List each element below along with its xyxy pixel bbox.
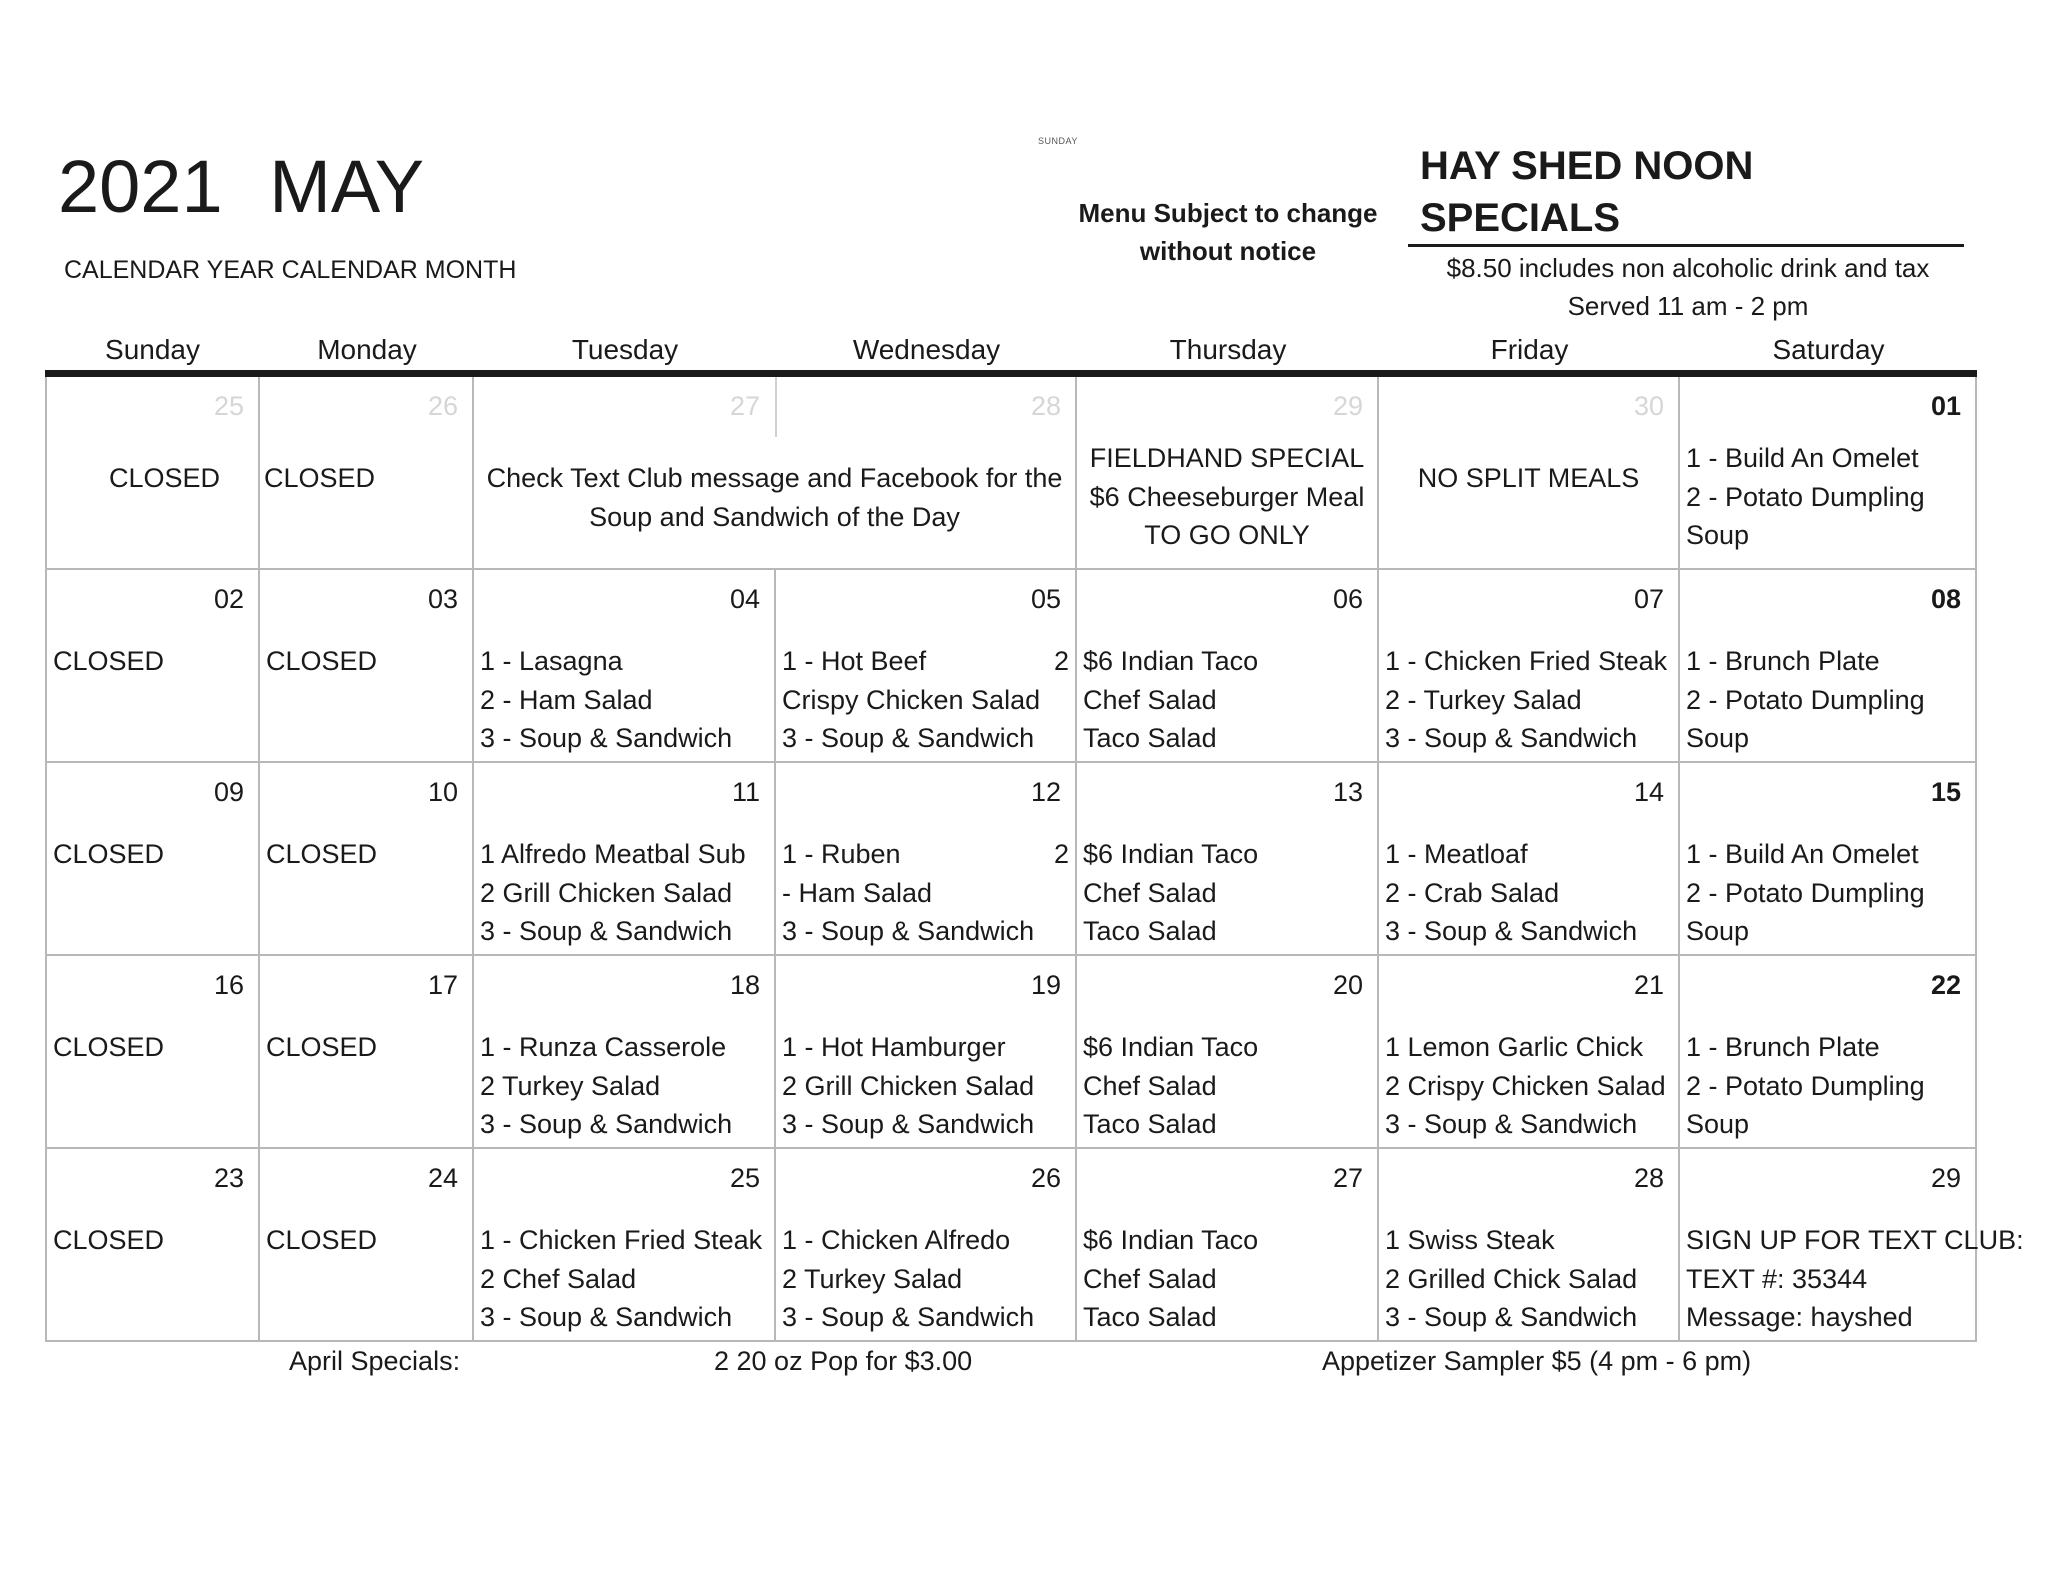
closed-label: CLOSED bbox=[53, 646, 165, 676]
day-cell bbox=[1680, 377, 1977, 570]
menu-notice bbox=[1068, 194, 1388, 270]
day-header-thursday: Thursday bbox=[1169, 334, 1287, 365]
day-cell bbox=[1379, 956, 1680, 1149]
date-number: 27 bbox=[729, 391, 760, 421]
date-number: 11 bbox=[731, 777, 760, 807]
menu-line: 2 - Potato Dumpling bbox=[1686, 684, 1925, 715]
menu-line: SIGN UP FOR TEXT CLUB: bbox=[1686, 1225, 2024, 1255]
day-cell bbox=[776, 1149, 1077, 1342]
date-number: 26 bbox=[427, 391, 458, 421]
menu-line: 1 - Chicken Fried Steak bbox=[480, 1225, 763, 1255]
footer-sampler-special: Appetizer Sampler $5 (4 pm - 6 pm) bbox=[1322, 1346, 1752, 1376]
date-number: 01 bbox=[1930, 391, 1961, 421]
date-number: 07 bbox=[1633, 584, 1664, 614]
menu-list bbox=[266, 835, 468, 874]
menu-list bbox=[1385, 642, 1674, 758]
stray-number: 2 bbox=[1053, 646, 1069, 676]
menu-line: 3 - Soup & Sandwich bbox=[782, 723, 1035, 753]
day-cell bbox=[1379, 1149, 1680, 1342]
calendar-caption: CALENDAR YEAR CALENDAR MONTH bbox=[64, 256, 517, 284]
menu-notice-line-2: without notice bbox=[1139, 236, 1317, 266]
calendar-header-rule bbox=[45, 370, 1977, 377]
day-cell bbox=[1077, 1149, 1379, 1342]
menu-list bbox=[1686, 1028, 1971, 1144]
menu-line: 2 Chef Salad bbox=[480, 1263, 637, 1294]
menu-line: 2 - Potato Dumpling bbox=[1686, 877, 1925, 908]
menu-list bbox=[782, 1221, 1071, 1337]
closed-label: CLOSED bbox=[53, 839, 165, 869]
menu-list bbox=[1385, 1221, 1674, 1337]
date-number: 13 bbox=[1332, 777, 1363, 807]
closed-label: CLOSED bbox=[53, 1032, 165, 1062]
menu-line: 1 - Ruben bbox=[782, 839, 901, 869]
menu-line: $6 Cheeseburger Meal bbox=[1089, 481, 1365, 512]
text-club-notice-line-1: Check Text Club message and Facebook for the bbox=[486, 463, 1063, 493]
menu-notice-line-1: Menu Subject to change bbox=[1078, 198, 1378, 228]
menu-line: 2 - Potato Dumpling bbox=[1686, 481, 1925, 512]
day-cell bbox=[776, 570, 1077, 763]
menu-list bbox=[53, 1221, 254, 1260]
menu-list bbox=[1686, 439, 1971, 555]
menu-line: Chef Salad bbox=[1083, 684, 1217, 715]
no-split-meals-label: NO SPLIT MEALS bbox=[1417, 463, 1640, 493]
date-number: 09 bbox=[213, 777, 244, 807]
menu-line: Chef Salad bbox=[1083, 877, 1217, 908]
menu-list bbox=[266, 642, 468, 681]
tiny-day-label: SUNDAY bbox=[1038, 136, 1078, 146]
date-number: 22 bbox=[1930, 970, 1961, 1000]
menu-line: TEXT #: 35344 bbox=[1686, 1263, 1868, 1294]
menu-line: Taco Salad bbox=[1083, 723, 1217, 753]
menu-list bbox=[782, 835, 1071, 951]
day-header-wednesday: Wednesday bbox=[852, 334, 1001, 365]
menu-line: Soup bbox=[1686, 723, 1750, 753]
menu-line: 2 Grilled Chick Salad bbox=[1385, 1263, 1638, 1294]
menu-line: 1 Alfredo Meatbal Sub bbox=[480, 839, 746, 869]
month-label: MAY bbox=[269, 145, 425, 228]
day-cell bbox=[1077, 570, 1379, 763]
date-number: 18 bbox=[729, 970, 760, 1000]
menu-line: 1 - Brunch Plate bbox=[1686, 646, 1880, 676]
day-cell bbox=[776, 763, 1077, 956]
day-cell bbox=[45, 377, 260, 570]
closed-label: CLOSED bbox=[266, 646, 378, 676]
menu-list bbox=[1083, 642, 1373, 758]
date-number: 26 bbox=[1030, 1163, 1061, 1193]
menu-line: FIELDHAND SPECIAL bbox=[1089, 443, 1365, 473]
menu-line: 2 Turkey Salad bbox=[480, 1070, 661, 1101]
menu-line: 3 - Soup & Sandwich bbox=[782, 916, 1035, 946]
day-cell bbox=[474, 1149, 776, 1342]
date-number: 28 bbox=[1030, 391, 1061, 421]
menu-line: Crispy Chicken Salad bbox=[782, 684, 1041, 715]
menu-line: Taco Salad bbox=[1083, 1109, 1217, 1139]
day-cell bbox=[260, 1149, 474, 1342]
menu-line: $6 Indian Taco bbox=[1083, 1032, 1259, 1062]
menu-list bbox=[1385, 1028, 1674, 1144]
day-cell bbox=[1379, 763, 1680, 956]
day-cell bbox=[776, 956, 1077, 1149]
day-header-tuesday: Tuesday bbox=[571, 334, 679, 365]
fieldhand-special bbox=[1077, 439, 1377, 555]
closed-label: CLOSED bbox=[266, 839, 378, 869]
day-cell bbox=[1680, 763, 1977, 956]
menu-line: 3 - Soup & Sandwich bbox=[782, 1302, 1035, 1332]
menu-list bbox=[480, 1028, 770, 1144]
day-cell bbox=[474, 763, 776, 956]
menu-line: - Ham Salad bbox=[782, 877, 933, 908]
menu-line: Chef Salad bbox=[1083, 1263, 1217, 1294]
menu-line: 1 - Hot Hamburger bbox=[782, 1032, 1006, 1062]
menu-line: 2 - Crab Salad bbox=[1385, 877, 1560, 908]
footer-pop-special: 2 20 oz Pop for $3.00 bbox=[714, 1346, 973, 1376]
date-number: 19 bbox=[1030, 970, 1061, 1000]
date-number: 29 bbox=[1930, 1163, 1961, 1193]
specials-title: HAY SHED NOON SPECIALS bbox=[1408, 140, 1964, 247]
day-cell bbox=[45, 956, 260, 1149]
menu-line: 3 - Soup & Sandwich bbox=[480, 723, 733, 753]
page-title bbox=[58, 145, 425, 228]
date-number: 25 bbox=[213, 391, 244, 421]
menu-line: 3 - Soup & Sandwich bbox=[782, 1109, 1035, 1139]
menu-line: 2 Turkey Salad bbox=[782, 1263, 963, 1294]
menu-list bbox=[53, 835, 254, 874]
year-label: 2021 bbox=[58, 145, 223, 228]
day-cell bbox=[1680, 956, 1977, 1149]
text-club-notice-line-2: Soup and Sandwich of the Day bbox=[589, 501, 960, 532]
menu-line: Soup bbox=[1686, 1109, 1750, 1139]
menu-list bbox=[480, 1221, 770, 1337]
stray-number: 2 bbox=[1053, 839, 1069, 869]
menu-line: 1 - Lasagna bbox=[480, 646, 623, 676]
text-club-signup bbox=[1686, 1221, 2024, 1337]
date-number: 14 bbox=[1633, 777, 1664, 807]
menu-line: Soup bbox=[1686, 916, 1750, 946]
menu-line: 3 - Soup & Sandwich bbox=[1385, 1109, 1638, 1139]
day-header-saturday: Saturday bbox=[1772, 334, 1885, 365]
menu-list bbox=[1083, 1221, 1373, 1337]
menu-list bbox=[480, 642, 770, 758]
day-cell bbox=[1379, 570, 1680, 763]
closed-label: CLOSED bbox=[109, 463, 221, 493]
date-number: 21 bbox=[1633, 970, 1664, 1000]
closed-label: CLOSED bbox=[53, 1225, 165, 1255]
menu-line: Message: hayshed bbox=[1686, 1302, 1913, 1332]
menu-line: 1 - Build An Omelet bbox=[1686, 839, 1919, 869]
day-cell bbox=[474, 570, 776, 763]
day-cell bbox=[1680, 1149, 2024, 1342]
menu-line: 1 - Runza Casserole bbox=[480, 1032, 727, 1062]
day-cell bbox=[1680, 570, 1977, 763]
menu-line: $6 Indian Taco bbox=[1083, 1225, 1259, 1255]
day-cell bbox=[260, 763, 474, 956]
menu-line: 2 Crispy Chicken Salad bbox=[1385, 1070, 1666, 1101]
date-number: 06 bbox=[1332, 584, 1363, 614]
menu-list bbox=[480, 835, 770, 951]
day-cell bbox=[45, 1149, 260, 1342]
date-number: 25 bbox=[729, 1163, 760, 1193]
day-cell bbox=[1379, 377, 1680, 570]
menu-line: 3 - Soup & Sandwich bbox=[1385, 1302, 1638, 1332]
day-header-sunday: Sunday bbox=[105, 334, 200, 365]
specials-hours: Served 11 am - 2 pm bbox=[1567, 291, 1809, 321]
text-club-notice bbox=[474, 459, 1075, 536]
menu-list bbox=[1686, 835, 1971, 951]
date-number: 30 bbox=[1633, 391, 1664, 421]
date-number: 17 bbox=[427, 970, 458, 1000]
date-number: 12 bbox=[1030, 777, 1061, 807]
menu-line: 1 - Build An Omelet bbox=[1686, 443, 1919, 473]
menu-line: 2 - Ham Salad bbox=[480, 684, 653, 715]
menu-list bbox=[782, 642, 1071, 758]
date-number: 16 bbox=[213, 970, 244, 1000]
day-header-friday: Friday bbox=[1490, 334, 1569, 365]
menu-line: 2 - Turkey Salad bbox=[1385, 684, 1582, 715]
date-number: 29 bbox=[1332, 391, 1363, 421]
specials-price: $8.50 includes non alcoholic drink and tax bbox=[1446, 253, 1930, 283]
menu-line: 1 - Chicken Alfredo bbox=[782, 1225, 1011, 1255]
footer-specials-row bbox=[45, 1346, 1977, 1380]
menu-list bbox=[782, 1028, 1071, 1144]
merged-day-cell bbox=[474, 377, 1077, 570]
menu-list bbox=[1385, 835, 1674, 951]
date-number: 23 bbox=[213, 1163, 244, 1193]
footer-label: April Specials: bbox=[289, 1346, 461, 1376]
menu-list bbox=[1083, 835, 1373, 951]
date-number: 28 bbox=[1633, 1163, 1664, 1193]
specials-block bbox=[1408, 140, 1968, 325]
calendar-grid bbox=[45, 377, 2024, 1342]
date-number: 15 bbox=[1930, 777, 1961, 807]
day-cell bbox=[260, 956, 474, 1149]
menu-line: 2 - Potato Dumpling bbox=[1686, 1070, 1925, 1101]
date-number: 27 bbox=[1332, 1163, 1363, 1193]
closed-label: CLOSED bbox=[266, 1225, 378, 1255]
menu-line: 2 Grill Chicken Salad bbox=[480, 877, 733, 908]
day-cell bbox=[474, 956, 776, 1149]
menu-line: Soup bbox=[1686, 520, 1750, 550]
menu-line: Taco Salad bbox=[1083, 916, 1217, 946]
cell-divider bbox=[775, 377, 777, 437]
menu-list bbox=[53, 642, 254, 681]
menu-line: 3 - Soup & Sandwich bbox=[480, 1302, 733, 1332]
date-number: 24 bbox=[427, 1163, 458, 1193]
menu-line: Taco Salad bbox=[1083, 1302, 1217, 1332]
date-number: 08 bbox=[1930, 584, 1961, 614]
menu-list bbox=[1083, 1028, 1373, 1144]
menu-list bbox=[266, 1221, 468, 1260]
menu-line: 1 - Meatloaf bbox=[1385, 839, 1528, 869]
day-header-monday: Monday bbox=[317, 334, 417, 365]
menu-line: 3 - Soup & Sandwich bbox=[480, 1109, 733, 1139]
menu-line: 1 Swiss Steak bbox=[1385, 1225, 1555, 1255]
menu-line: 3 - Soup & Sandwich bbox=[1385, 723, 1638, 753]
menu-line: 3 - Soup & Sandwich bbox=[1385, 916, 1638, 946]
date-number: 20 bbox=[1332, 970, 1363, 1000]
date-number: 04 bbox=[729, 584, 760, 614]
day-cell bbox=[260, 570, 474, 763]
day-cell bbox=[260, 377, 474, 570]
menu-list bbox=[266, 1028, 468, 1067]
menu-line: 1 Lemon Garlic Chick bbox=[1385, 1032, 1644, 1062]
menu-list bbox=[53, 1028, 254, 1067]
day-cell bbox=[45, 763, 260, 956]
menu-line: TO GO ONLY bbox=[1144, 520, 1310, 550]
day-cell bbox=[1077, 956, 1379, 1149]
date-number: 02 bbox=[213, 584, 244, 614]
menu-line: $6 Indian Taco bbox=[1083, 839, 1259, 869]
menu-line: 1 - Chicken Fried Steak bbox=[1385, 646, 1668, 676]
menu-line: 1 - Brunch Plate bbox=[1686, 1032, 1880, 1062]
day-cell bbox=[1077, 763, 1379, 956]
day-cell bbox=[1077, 377, 1379, 570]
menu-line: Chef Salad bbox=[1083, 1070, 1217, 1101]
closed-label: CLOSED bbox=[266, 1032, 378, 1062]
date-number: 05 bbox=[1030, 584, 1061, 614]
date-number: 10 bbox=[427, 777, 458, 807]
menu-line: 3 - Soup & Sandwich bbox=[480, 916, 733, 946]
menu-line: 1 - Hot Beef bbox=[782, 646, 927, 676]
menu-line: 2 Grill Chicken Salad bbox=[782, 1070, 1035, 1101]
closed-label: CLOSED bbox=[264, 463, 376, 493]
menu-list bbox=[1686, 642, 1971, 758]
day-cell bbox=[45, 570, 260, 763]
menu-line: $6 Indian Taco bbox=[1083, 646, 1259, 676]
date-number: 03 bbox=[427, 584, 458, 614]
